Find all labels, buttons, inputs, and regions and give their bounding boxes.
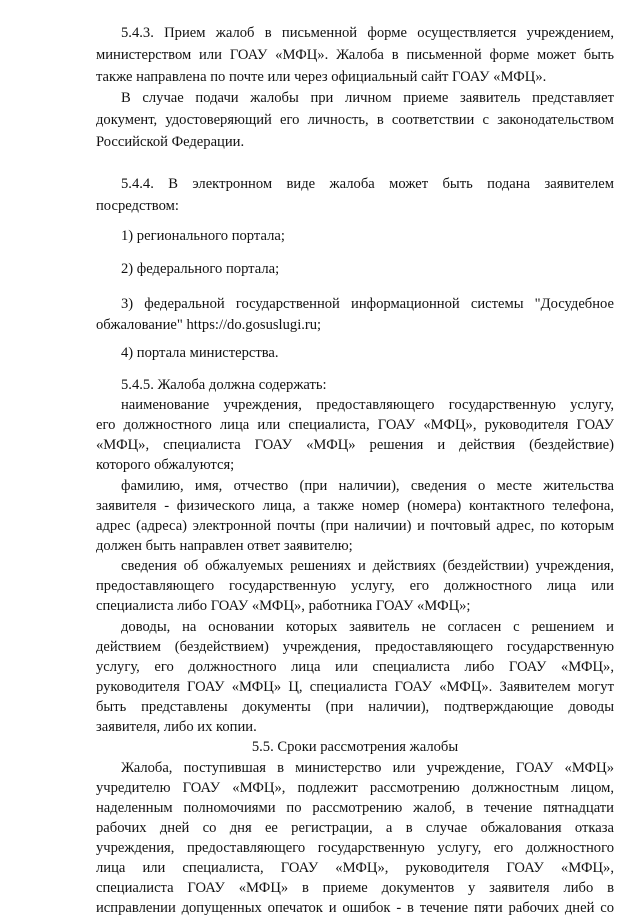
paragraph-5-4-5-heading: 5.4.5. Жалоба должна содержать: — [121, 377, 327, 393]
item-arguments-line-6: заявителя, либо их копии. — [96, 719, 257, 735]
item-arguments-line-4: руководителя ГОАУ «МФЦ» Ц, специалиста ГОАУ «МФЦ». Заявителем могут — [96, 679, 614, 695]
item-name-line-3: «МФЦ», специалиста ГОАУ «МФЦ» решения и действия (бездействие) — [96, 437, 614, 453]
item-fio-line-4: должен быть направлен ответ заявителю; — [96, 538, 353, 554]
paragraph-5-4-3-line-3: также направлена по почте или через официальный сайт ГОАУ «МФЦ». — [96, 69, 547, 85]
item-fio-line-1: фамилию, имя, отчество (при наличии), сведения о месте жительства — [121, 478, 614, 494]
paragraph-personal-line-2: документ, удостоверяющий его личность, в соответствии с законодательством — [96, 112, 614, 128]
list-item-regional-portal: 1) регионального портала; — [121, 228, 285, 244]
paragraph-5-4-4-line-1: 5.4.4. В электронном виде жалоба может быть подана заявителем — [121, 176, 614, 192]
section-5-5-line-2: учредителю ГОАУ «МФЦ», подлежит рассмотрению должностным лицом, — [96, 780, 614, 796]
item-name-line-1: наименование учреждения, предоставляющего государственную услугу, — [121, 397, 614, 413]
item-fio-line-2: заявителя - физического лица, а также номер (номера) контактного телефона, — [96, 498, 614, 514]
section-5-5-line-7: специалиста ГОАУ «МФЦ» в приеме документов у заявителя либо в — [96, 880, 614, 896]
list-item-federal-system-line-2: обжалование" https://do.gosuslugi.ru; — [96, 317, 322, 333]
item-fio-line-3: адрес (адреса) электронной почты (при наличии) и почтовый адрес, по которым — [96, 518, 614, 534]
section-5-5-line-8: исправлении допущенных опечаток и ошибок - в течение пяти рабочих дней со — [96, 900, 614, 916]
section-5-5-line-5: учреждения, предоставляющего государственную услугу, его должностного — [96, 840, 614, 856]
item-decisions-line-1: сведения об обжалуемых решениях и действиях (бездействии) учреждения, — [121, 558, 614, 574]
item-name-line-2: его должностного лица или специалиста, ГОАУ «МФЦ», руководителя ГОАУ — [96, 417, 614, 433]
paragraph-5-4-3-line-2: министерством или ГОАУ «МФЦ». Жалоба в письменной форме может быть — [96, 47, 614, 63]
item-decisions-line-2: предоставляющего государственную услугу, его должностного лица или — [96, 578, 614, 594]
paragraph-5-4-3-line-1: 5.4.3. Прием жалоб в письменной форме осуществляется учреждением, — [121, 25, 614, 41]
section-5-5-line-1: Жалоба, поступившая в министерство или учреждение, ГОАУ «МФЦ» — [121, 760, 614, 776]
item-arguments-line-1: доводы, на основании которых заявитель не согласен с решением и — [121, 619, 614, 635]
paragraph-personal-line-1: В случае подачи жалобы при личном приеме заявитель представляет — [121, 90, 614, 106]
section-5-5-line-4: рабочих дней со дня ее регистрации, а в случае обжалования отказа — [96, 820, 614, 836]
item-arguments-line-5: быть представлены документы (при наличии), подтверждающие доводы — [96, 699, 614, 715]
list-item-federal-portal: 2) федерального портала; — [121, 261, 280, 277]
paragraph-personal-line-3: Российской Федерации. — [96, 134, 245, 150]
section-5-5-line-3: наделенным полномочиями по рассмотрению жалоб, в течение пятнадцати — [96, 800, 614, 816]
item-arguments-line-2: действием (бездействием) учреждения, предоставляющего государственную — [96, 639, 614, 655]
paragraph-5-4-4-line-2: посредством: — [96, 198, 179, 214]
section-5-5-heading: 5.5. Сроки рассмотрения жалобы — [251, 739, 459, 755]
item-decisions-line-3: специалиста либо ГОАУ «МФЦ», работника ГОАУ «МФЦ»; — [96, 598, 471, 614]
list-item-federal-system-line-1: 3) федеральной государственной информационной системы "Досудебное — [121, 296, 614, 312]
list-item-ministry-portal: 4) портала министерства. — [121, 345, 279, 361]
item-name-line-4: которого обжалуются; — [96, 457, 235, 473]
item-arguments-line-3: услугу, его должностного лица или специалиста либо ГОАУ «МФЦ», — [96, 659, 614, 675]
section-5-5-line-6: лица или специалиста, ГОАУ «МФЦ», руководителя ГОАУ «МФЦ», — [96, 860, 614, 876]
